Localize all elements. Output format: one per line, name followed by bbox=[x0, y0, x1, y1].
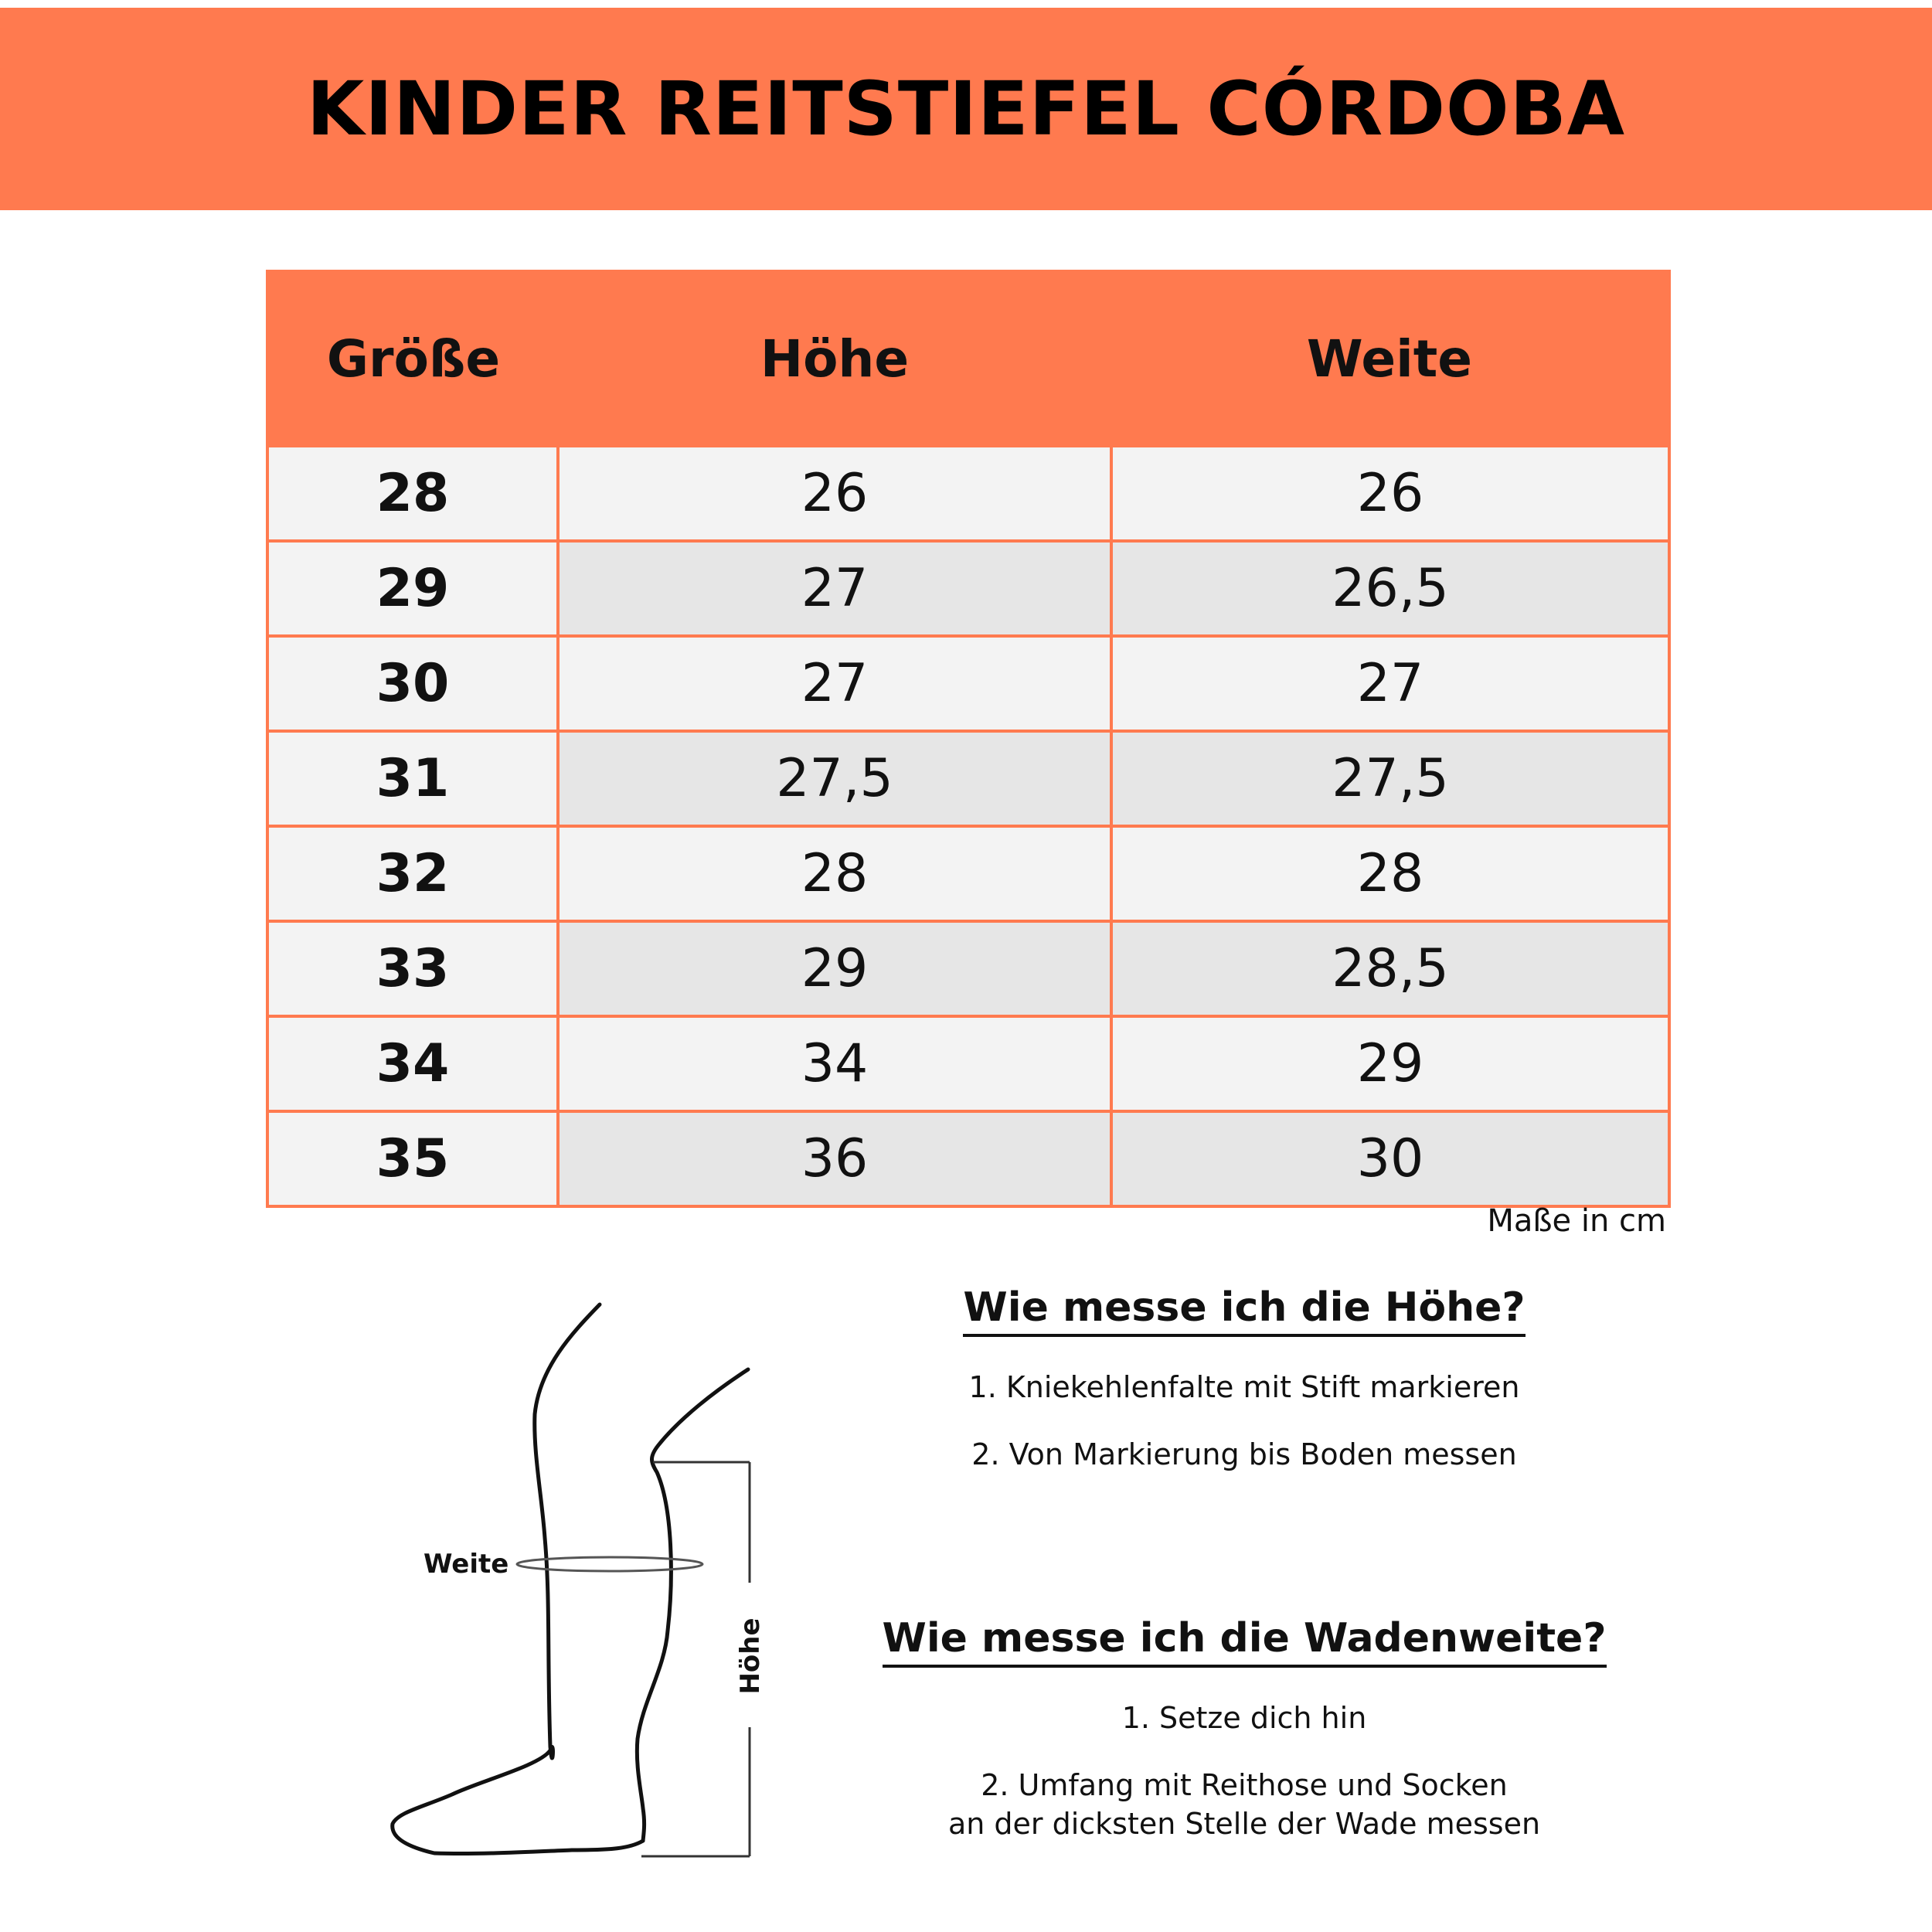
table-row bbox=[267, 446, 1669, 541]
boot-outline-front bbox=[637, 1369, 748, 1841]
table-row bbox=[267, 921, 1669, 1016]
height-guide-step: 2. Von Markierung bis Boden messen bbox=[971, 1437, 1517, 1471]
width-cell: 28,5 bbox=[1111, 921, 1669, 1016]
size-table bbox=[266, 270, 1671, 1208]
width-cell: 28 bbox=[1111, 826, 1669, 921]
size-cell: 29 bbox=[267, 541, 558, 636]
width-cell: 27,5 bbox=[1111, 731, 1669, 826]
size-cell: 33 bbox=[267, 921, 558, 1016]
page-title: KINDER REITSTIEFEL CÓRDOBA bbox=[306, 66, 1626, 152]
height-guide bbox=[881, 1284, 1607, 1474]
table-row bbox=[267, 826, 1669, 921]
size-cell: 34 bbox=[267, 1016, 558, 1111]
title-banner bbox=[0, 8, 1932, 210]
calf-guide-step: 1. Setze dich hin bbox=[1121, 1701, 1367, 1735]
table-row bbox=[267, 541, 1669, 636]
table-row bbox=[267, 636, 1669, 731]
table-row bbox=[267, 1111, 1669, 1206]
height-cell: 28 bbox=[558, 826, 1111, 921]
height-cell: 36 bbox=[558, 1111, 1111, 1206]
column-header-height: Höhe bbox=[760, 328, 910, 389]
boot-diagram bbox=[371, 1289, 804, 1876]
width-cell: 29 bbox=[1111, 1016, 1669, 1111]
height-guide-step: 1. Kniekehlenfalte mit Stift markieren bbox=[968, 1370, 1520, 1404]
column-header-size: Größe bbox=[326, 328, 501, 389]
height-guide-title: Wie messe ich die Höhe? bbox=[963, 1284, 1525, 1337]
height-cell: 27 bbox=[558, 541, 1111, 636]
width-cell: 26,5 bbox=[1111, 541, 1669, 636]
width-cell: 30 bbox=[1111, 1111, 1669, 1206]
height-cell: 29 bbox=[558, 921, 1111, 1016]
width-cell: 27 bbox=[1111, 636, 1669, 731]
size-cell: 35 bbox=[267, 1111, 558, 1206]
size-cell: 28 bbox=[267, 446, 558, 541]
height-cell: 27 bbox=[558, 636, 1111, 731]
height-cell: 34 bbox=[558, 1016, 1111, 1111]
weite-label: Weite bbox=[423, 1549, 509, 1580]
table-header bbox=[267, 271, 1669, 446]
calf-guide-step: 2. Umfang mit Reithose und Socken bbox=[981, 1768, 1508, 1802]
size-cell: 31 bbox=[267, 731, 558, 826]
size-cell: 32 bbox=[267, 826, 558, 921]
height-cell: 26 bbox=[558, 446, 1111, 541]
calf-guide bbox=[881, 1615, 1607, 1843]
hoehe-label: Höhe bbox=[735, 1617, 766, 1695]
table-row bbox=[267, 731, 1669, 826]
unit-note: Maße in cm bbox=[1487, 1203, 1666, 1239]
calf-guide-step-continued: an der dicksten Stelle der Wade messen bbox=[947, 1807, 1541, 1841]
table-row bbox=[267, 1016, 1669, 1111]
width-cell: 26 bbox=[1111, 446, 1669, 541]
size-cell: 30 bbox=[267, 636, 558, 731]
column-header-width: Weite bbox=[1306, 328, 1473, 389]
height-cell: 27,5 bbox=[558, 731, 1111, 826]
calf-guide-title: Wie messe ich die Wadenweite? bbox=[883, 1615, 1607, 1668]
